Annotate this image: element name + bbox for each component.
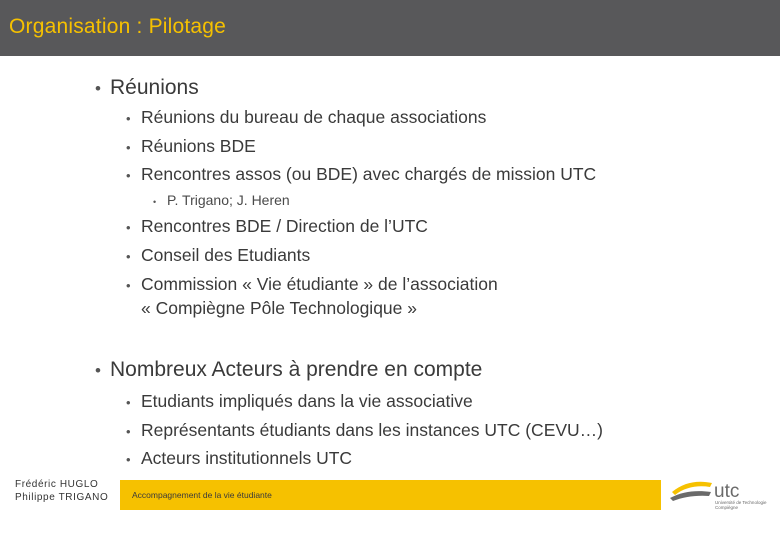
list-item: • Réunions BDE [126,136,256,156]
author-name: Philippe TRIGANO [15,492,109,503]
bullet-heading-acteurs: • Nombreux Acteurs à prendre en compte [95,358,483,381]
list-item: • Rencontres assos (ou BDE) avec chargés de mission UTC [126,164,597,184]
bullet-icon: • [126,249,131,264]
bullet-icon: • [95,79,101,98]
logo-wordmark: utc [714,481,740,502]
bullet-icon: • [126,424,131,439]
list-item: • Etudiants impliqués dans la vie associative [126,391,473,411]
bullet-icon: • [126,111,131,126]
logo-subtitle: Compiègne [715,505,739,510]
bullet-icon: • [95,361,101,380]
list-item: • Représentants étudiants dans les instances UTC (CEVU…) [126,420,604,440]
sub-list-item: • P. Trigano; J. Heren [153,192,290,208]
footer-authors [15,478,108,504]
bullet-icon: • [126,452,131,467]
bullet-icon: • [126,220,131,235]
list-item-continuation: « Compiègne Pôle Technologique » [141,298,417,318]
footer-band-text: Accompagnement de la vie étudiante [132,490,272,500]
list-item: • Commission « Vie étudiante » de l’association [126,274,498,294]
list-item: • Acteurs institutionnels UTC [126,448,353,468]
bullet-heading-reunions: • Réunions [95,76,199,99]
list-item: • Conseil des Etudiants [126,245,311,265]
logo-subtitle: Université de Technologie [715,500,767,505]
list-item: • Rencontres BDE / Direction de l’UTC [126,216,428,236]
bullet-icon: • [126,395,131,410]
slide-title: Organisation : Pilotage [9,15,227,38]
utc-logo-icon [668,470,772,518]
list-item: • Réunions du bureau de chaque associations [126,107,487,127]
bullet-icon: • [126,168,131,183]
author-name: Frédéric HUGLO [15,479,99,490]
bullet-icon: • [126,278,131,293]
bullet-icon: • [153,197,157,207]
footer-band [120,480,661,510]
utc-logo [668,470,772,518]
bullet-icon: • [126,140,131,155]
